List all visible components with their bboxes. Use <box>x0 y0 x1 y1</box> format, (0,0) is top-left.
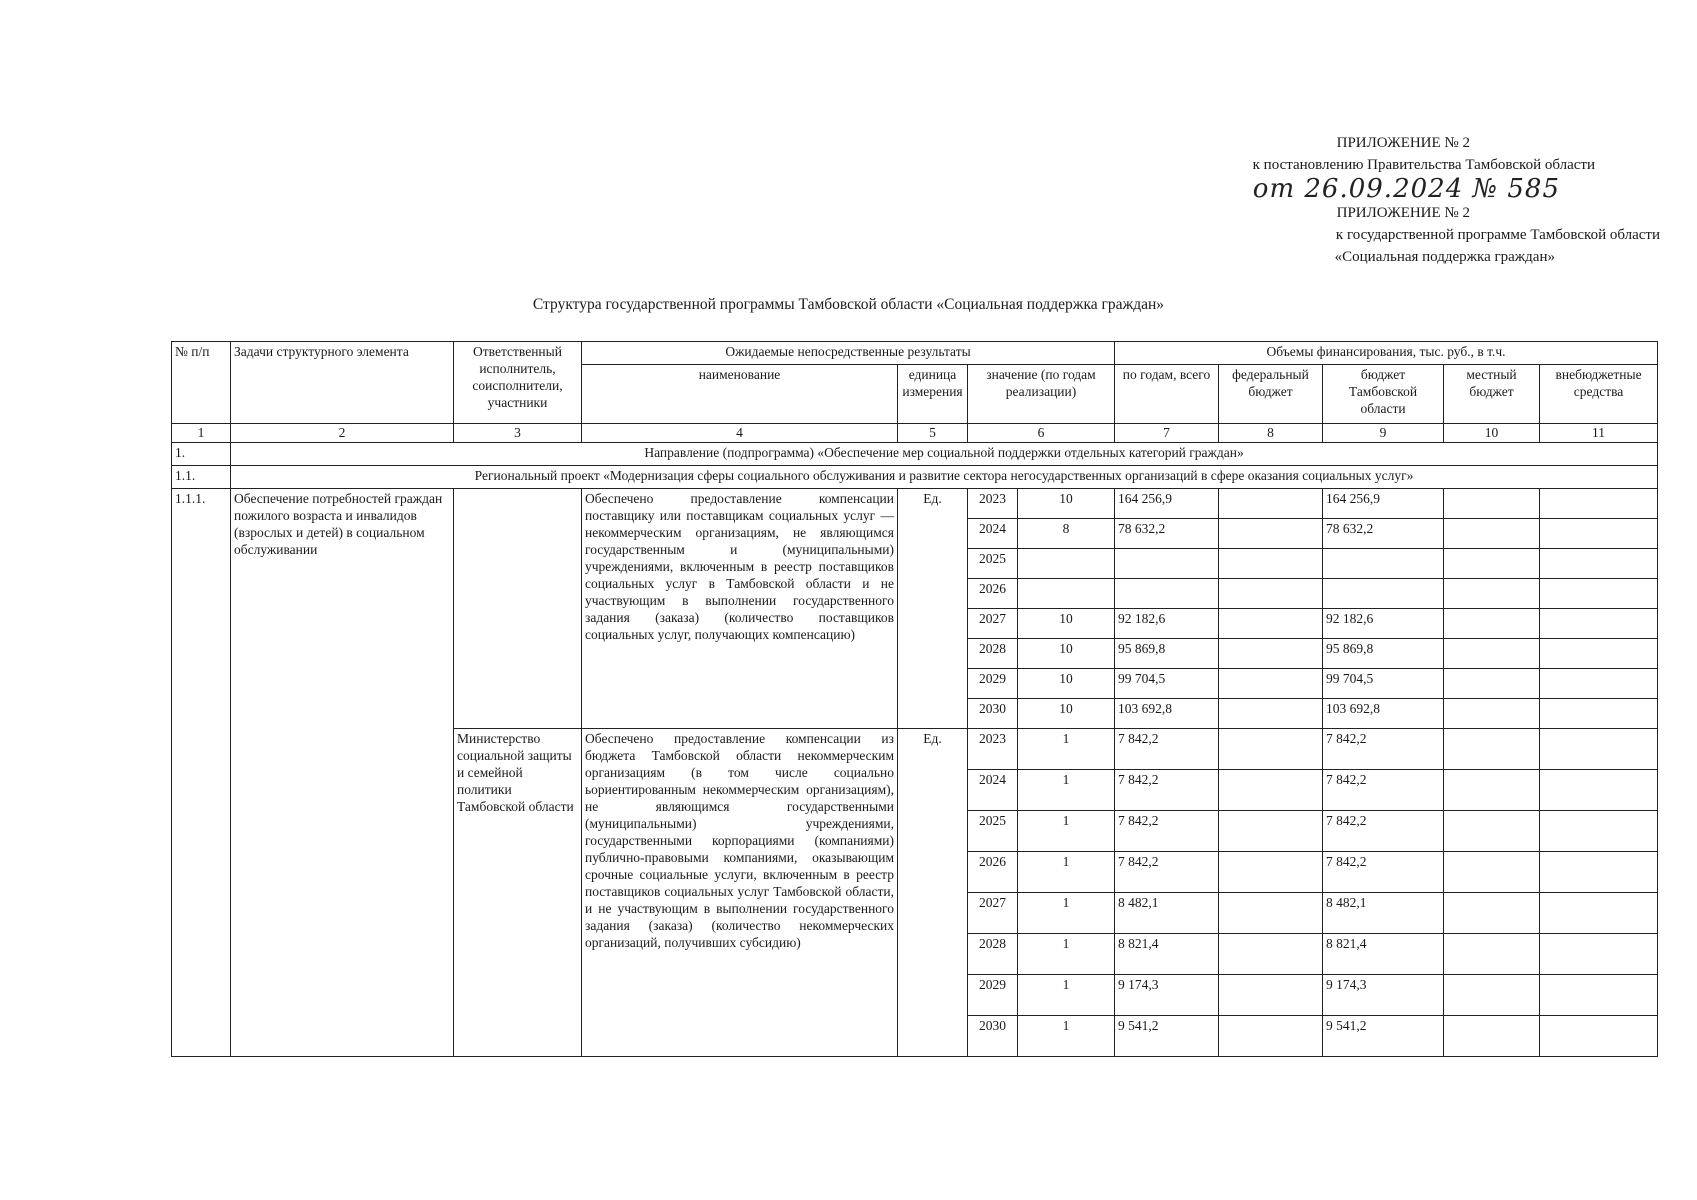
indicator-value-cell: 1 <box>1018 1016 1115 1057</box>
program-structure-table <box>171 341 1658 1057</box>
local-budget-cell <box>1444 729 1540 770</box>
regional-budget-cell: 7 842,2 <box>1323 729 1444 770</box>
indicator-value-cell: 10 <box>1018 639 1115 669</box>
header-offbudget: внебюджетные средства <box>1540 365 1658 424</box>
unit-of-measure: Ед. <box>898 489 968 729</box>
regional-budget-cell: 164 256,9 <box>1323 489 1444 519</box>
col-number: 11 <box>1540 424 1658 443</box>
header-local: местный бюджет <box>1444 365 1540 424</box>
year-cell: 2025 <box>968 811 1018 852</box>
col-number: 2 <box>231 424 454 443</box>
offbudget-cell <box>1540 519 1658 549</box>
indicator-value-cell: 10 <box>1018 489 1115 519</box>
col-number: 9 <box>1323 424 1444 443</box>
indicator-value-cell: 1 <box>1018 729 1115 770</box>
header-unit: единица измерения <box>898 365 968 424</box>
local-budget-cell <box>1444 1016 1540 1057</box>
offbudget-cell <box>1540 639 1658 669</box>
regional-budget-cell <box>1323 549 1444 579</box>
year-cell: 2027 <box>968 893 1018 934</box>
total-funding-cell: 7 842,2 <box>1115 770 1219 811</box>
local-budget-cell <box>1444 639 1540 669</box>
task-text: Обеспечение потребностей граждан пожилого возраста и инвалидов (взрослых и детей) в социальном обслуживании <box>231 489 454 1057</box>
col-number: 5 <box>898 424 968 443</box>
local-budget-cell <box>1444 519 1540 549</box>
expected-result-name: Обеспечено предоставление компенсации из бюджета Тамбовской области некоммерческим организациям (в том числе социально ьориентированным некоммерческим организациям), не являющимся государственными (муниципальными) учреждениями, государственными корпорациями (компаниями) публично-правовыми компаниями, оказывающим срочные социальные услуги, включенным в реестр поставщиков социальных услуг Тамбовской области, и не участвующим в выполнении государственного задания (заказа) (количество некоммерческих организаций, получивших субсидию) <box>582 729 898 1057</box>
year-cell: 2028 <box>968 934 1018 975</box>
section-num: 1. <box>172 443 231 466</box>
regional-budget-cell: 9 174,3 <box>1323 975 1444 1016</box>
col-number: 3 <box>454 424 582 443</box>
federal-budget-cell <box>1219 975 1323 1016</box>
handwritten-date: от 26.09.2024 № 585 <box>1252 174 1560 204</box>
header-value: значение (по годам реализации) <box>968 365 1115 424</box>
year-cell: 2030 <box>968 1016 1018 1057</box>
indicator-value-cell: 10 <box>1018 609 1115 639</box>
offbudget-cell <box>1540 811 1658 852</box>
indicator-value-cell: 1 <box>1018 934 1115 975</box>
local-budget-cell <box>1444 975 1540 1016</box>
total-funding-cell: 164 256,9 <box>1115 489 1219 519</box>
header-regional: бюджет Тамбовской области <box>1323 365 1444 424</box>
indicator-value-cell: 10 <box>1018 699 1115 729</box>
col-number: 1 <box>172 424 231 443</box>
appendix-header <box>1100 132 1660 268</box>
responsible-executor: Министерство социальной защиты и семейной политики Тамбовской области <box>454 729 582 1057</box>
regional-budget-cell: 8 482,1 <box>1323 893 1444 934</box>
offbudget-cell <box>1540 489 1658 519</box>
program-reference: к государственной программе Тамбовской области <box>1335 227 1660 243</box>
federal-budget-cell <box>1219 669 1323 699</box>
local-budget-cell <box>1444 699 1540 729</box>
indicator-value-cell: 1 <box>1018 852 1115 893</box>
local-budget-cell <box>1444 934 1540 975</box>
total-funding-cell: 7 842,2 <box>1115 729 1219 770</box>
regional-budget-cell: 8 821,4 <box>1323 934 1444 975</box>
task-num: 1.1.1. <box>172 489 231 1057</box>
indicator-value-cell: 8 <box>1018 519 1115 549</box>
federal-budget-cell <box>1219 729 1323 770</box>
local-budget-cell <box>1444 770 1540 811</box>
offbudget-cell <box>1540 609 1658 639</box>
total-funding-cell: 95 869,8 <box>1115 639 1219 669</box>
local-budget-cell <box>1444 489 1540 519</box>
appendix-label-2: ПРИЛОЖЕНИЕ № 2 <box>1336 205 1470 221</box>
regional-budget-cell: 78 632,2 <box>1323 519 1444 549</box>
col-number: 7 <box>1115 424 1219 443</box>
year-cell: 2025 <box>968 549 1018 579</box>
indicator-value-cell: 10 <box>1018 669 1115 699</box>
regional-budget-cell: 92 182,6 <box>1323 609 1444 639</box>
program-name: «Социальная поддержка граждан» <box>1334 249 1555 265</box>
section-title: Направление (подпрограмма) «Обеспечение мер социальной поддержки отдельных категорий граждан» <box>231 443 1658 466</box>
regional-budget-cell: 7 842,2 <box>1323 811 1444 852</box>
total-funding-cell: 78 632,2 <box>1115 519 1219 549</box>
unit-of-measure: Ед. <box>898 729 968 1057</box>
total-funding-cell: 8 821,4 <box>1115 934 1219 975</box>
indicator-value-cell: 1 <box>1018 811 1115 852</box>
year-cell: 2030 <box>968 699 1018 729</box>
table-row <box>172 489 1658 519</box>
offbudget-cell <box>1540 669 1658 699</box>
col-number: 6 <box>968 424 1115 443</box>
total-funding-cell: 9 174,3 <box>1115 975 1219 1016</box>
regional-budget-cell: 99 704,5 <box>1323 669 1444 699</box>
federal-budget-cell <box>1219 811 1323 852</box>
header-responsible: Ответственный исполнитель, соисполнители, участники <box>454 342 582 424</box>
offbudget-cell <box>1540 729 1658 770</box>
local-budget-cell <box>1444 549 1540 579</box>
offbudget-cell <box>1540 579 1658 609</box>
indicator-value-cell <box>1018 549 1115 579</box>
regional-budget-cell: 95 869,8 <box>1323 639 1444 669</box>
col-number: 10 <box>1444 424 1540 443</box>
header-expected-results: Ожидаемые непосредственные результаты <box>582 342 1115 365</box>
year-cell: 2023 <box>968 729 1018 770</box>
indicator-value-cell: 1 <box>1018 975 1115 1016</box>
total-funding-cell: 99 704,5 <box>1115 669 1219 699</box>
year-cell: 2024 <box>968 519 1018 549</box>
col-number: 8 <box>1219 424 1323 443</box>
offbudget-cell <box>1540 934 1658 975</box>
year-cell: 2026 <box>968 852 1018 893</box>
header-tasks: Задачи структурного элемента <box>231 342 454 424</box>
header-funding: Объемы финансирования, тыс. руб., в т.ч. <box>1115 342 1658 365</box>
year-cell: 2023 <box>968 489 1018 519</box>
year-cell: 2026 <box>968 579 1018 609</box>
indicator-value-cell: 1 <box>1018 770 1115 811</box>
federal-budget-cell <box>1219 770 1323 811</box>
federal-budget-cell <box>1219 639 1323 669</box>
local-budget-cell <box>1444 609 1540 639</box>
total-funding-cell: 8 482,1 <box>1115 893 1219 934</box>
total-funding-cell <box>1115 579 1219 609</box>
offbudget-cell <box>1540 549 1658 579</box>
year-cell: 2029 <box>968 669 1018 699</box>
total-funding-cell: 92 182,6 <box>1115 609 1219 639</box>
offbudget-cell <box>1540 852 1658 893</box>
year-cell: 2027 <box>968 609 1018 639</box>
indicator-value-cell: 1 <box>1018 893 1115 934</box>
col-number: 4 <box>582 424 898 443</box>
year-cell: 2028 <box>968 639 1018 669</box>
federal-budget-cell <box>1219 579 1323 609</box>
federal-budget-cell <box>1219 852 1323 893</box>
header-total: по годам, всего <box>1115 365 1219 424</box>
header-federal: федеральный бюджет <box>1219 365 1323 424</box>
offbudget-cell <box>1540 975 1658 1016</box>
federal-budget-cell <box>1219 893 1323 934</box>
header-name: наименование <box>582 365 898 424</box>
regional-budget-cell: 7 842,2 <box>1323 852 1444 893</box>
local-budget-cell <box>1444 893 1540 934</box>
offbudget-cell <box>1540 893 1658 934</box>
total-funding-cell <box>1115 549 1219 579</box>
expected-result-name: Обеспечено предоставление компенсации поставщику или поставщикам социальных услуг — некоммерческим организациям, не являющимся государственным и (муниципальными) учреждениями, включенным в реестр поставщиков социальных услуг в Тамбовской области и не участвующим в выполнении государственного задания (заказа) (количество поставщиков социальных услуг, получающих компенсацию) <box>582 489 898 729</box>
section-title: Региональный проект «Модернизация сферы социального обслуживания и развитие сектора негосударственных организаций в сфере оказания социальных услуг» <box>231 466 1658 489</box>
total-funding-cell: 9 541,2 <box>1115 1016 1219 1057</box>
resolution-reference: к постановлению Правительства Тамбовской области <box>1252 157 1595 173</box>
local-budget-cell <box>1444 579 1540 609</box>
federal-budget-cell <box>1219 1016 1323 1057</box>
total-funding-cell: 7 842,2 <box>1115 852 1219 893</box>
local-budget-cell <box>1444 852 1540 893</box>
local-budget-cell <box>1444 811 1540 852</box>
local-budget-cell <box>1444 669 1540 699</box>
year-cell: 2029 <box>968 975 1018 1016</box>
regional-budget-cell: 103 692,8 <box>1323 699 1444 729</box>
appendix-label: ПРИЛОЖЕНИЕ № 2 <box>1336 135 1470 151</box>
total-funding-cell: 103 692,8 <box>1115 699 1219 729</box>
federal-budget-cell <box>1219 609 1323 639</box>
federal-budget-cell <box>1219 519 1323 549</box>
responsible-executor <box>454 489 582 729</box>
offbudget-cell <box>1540 1016 1658 1057</box>
offbudget-cell <box>1540 699 1658 729</box>
federal-budget-cell <box>1219 934 1323 975</box>
total-funding-cell: 7 842,2 <box>1115 811 1219 852</box>
section-num: 1.1. <box>172 466 231 489</box>
header-num: № п/п <box>172 342 231 424</box>
federal-budget-cell <box>1219 699 1323 729</box>
indicator-value-cell <box>1018 579 1115 609</box>
federal-budget-cell <box>1219 489 1323 519</box>
document-title: Структура государственной программы Тамбовской области «Социальная поддержка граждан» <box>532 296 1165 313</box>
offbudget-cell <box>1540 770 1658 811</box>
regional-budget-cell <box>1323 579 1444 609</box>
regional-budget-cell: 9 541,2 <box>1323 1016 1444 1057</box>
year-cell: 2024 <box>968 770 1018 811</box>
federal-budget-cell <box>1219 549 1323 579</box>
regional-budget-cell: 7 842,2 <box>1323 770 1444 811</box>
